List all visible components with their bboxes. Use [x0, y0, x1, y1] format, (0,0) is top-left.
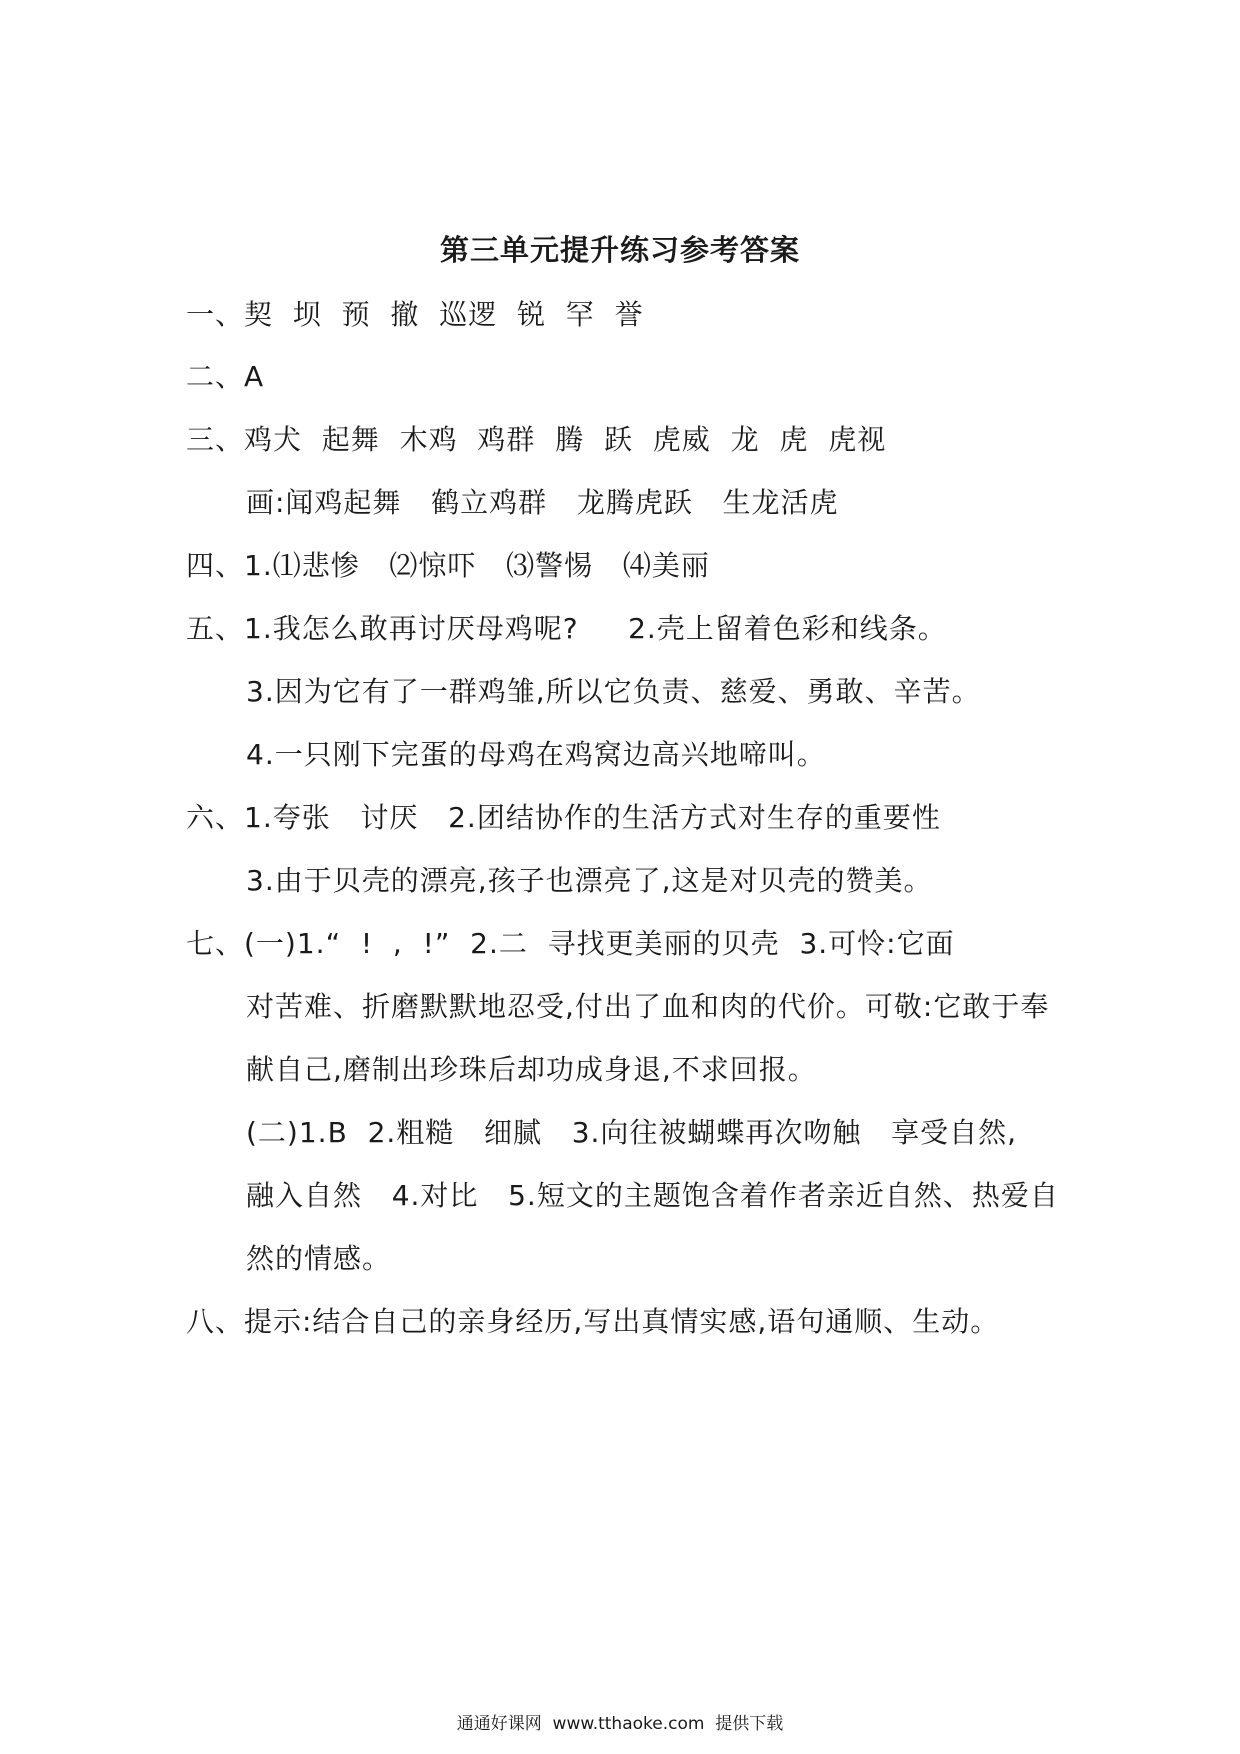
answer-section-5-line-3: 4.一只刚下完蛋的母鸡在鸡窝边高兴地啼叫。 [246, 738, 826, 771]
answer-section-6-line-2: 3.由于贝壳的漂亮,孩子也漂亮了,这是对贝壳的赞美。 [246, 864, 933, 897]
answer-section-7-line-6: 然的情感。 [246, 1242, 392, 1275]
answer-section-7-line-1: 七、(一)1.“ ! , !” 2.二 寻找更美丽的贝壳 3.可怜:它面 [186, 927, 955, 960]
page-title: 第三单元提升练习参考答案 [439, 233, 800, 267]
answer-section-7-line-2: 对苦难、折磨默默地忍受,付出了血和肉的代价。可敬:它敢于奉 [246, 990, 1050, 1023]
answer-section-7-line-5: 融入自然 4.对比 5.短文的主题饱含着作者亲近自然、热爱自 [246, 1179, 1059, 1212]
answer-section-5-line-1: 五、1.我怎么敢再讨厌母鸡呢? 2.壳上留着色彩和线条。 [186, 612, 947, 645]
answer-section-4: 四、1.⑴悲惨 ⑵惊吓 ⑶警惕 ⑷美丽 [186, 549, 710, 582]
answer-section-7-line-3: 献自己,磨制出珍珠后却功成身退,不求回报。 [246, 1053, 817, 1086]
answer-section-5-line-2: 3.因为它有了一群鸡雏,所以它负责、慈爱、勇敢、辛苦。 [246, 675, 981, 708]
footer-source: 通通好课网 www.tthaoke.com 提供下载 [456, 1714, 784, 1734]
answer-section-6-line-1: 六、1.夸张 讨厌 2.团结协作的生活方式对生存的重要性 [186, 801, 941, 834]
answer-section-7-line-4: (二)1.B 2.粗糙 细腻 3.向往被蝴蝶再次吻触 享受自然, [246, 1116, 1018, 1149]
answer-section-1: 一、契 坝 预 撤 巡逻 锐 罕 誉 [186, 298, 644, 331]
answer-section-2: 二、A [186, 360, 265, 393]
answer-section-3-line-1: 三、鸡犬 起舞 木鸡 鸡群 腾 跃 虎威 龙 虎 虎视 [186, 423, 887, 456]
answer-section-8: 八、提示:结合自己的亲身经历,写出真情实感,语句通顺、生动。 [186, 1305, 1000, 1338]
answer-section-3-line-2: 画:闻鸡起舞 鹤立鸡群 龙腾虎跃 生龙活虎 [246, 486, 839, 519]
